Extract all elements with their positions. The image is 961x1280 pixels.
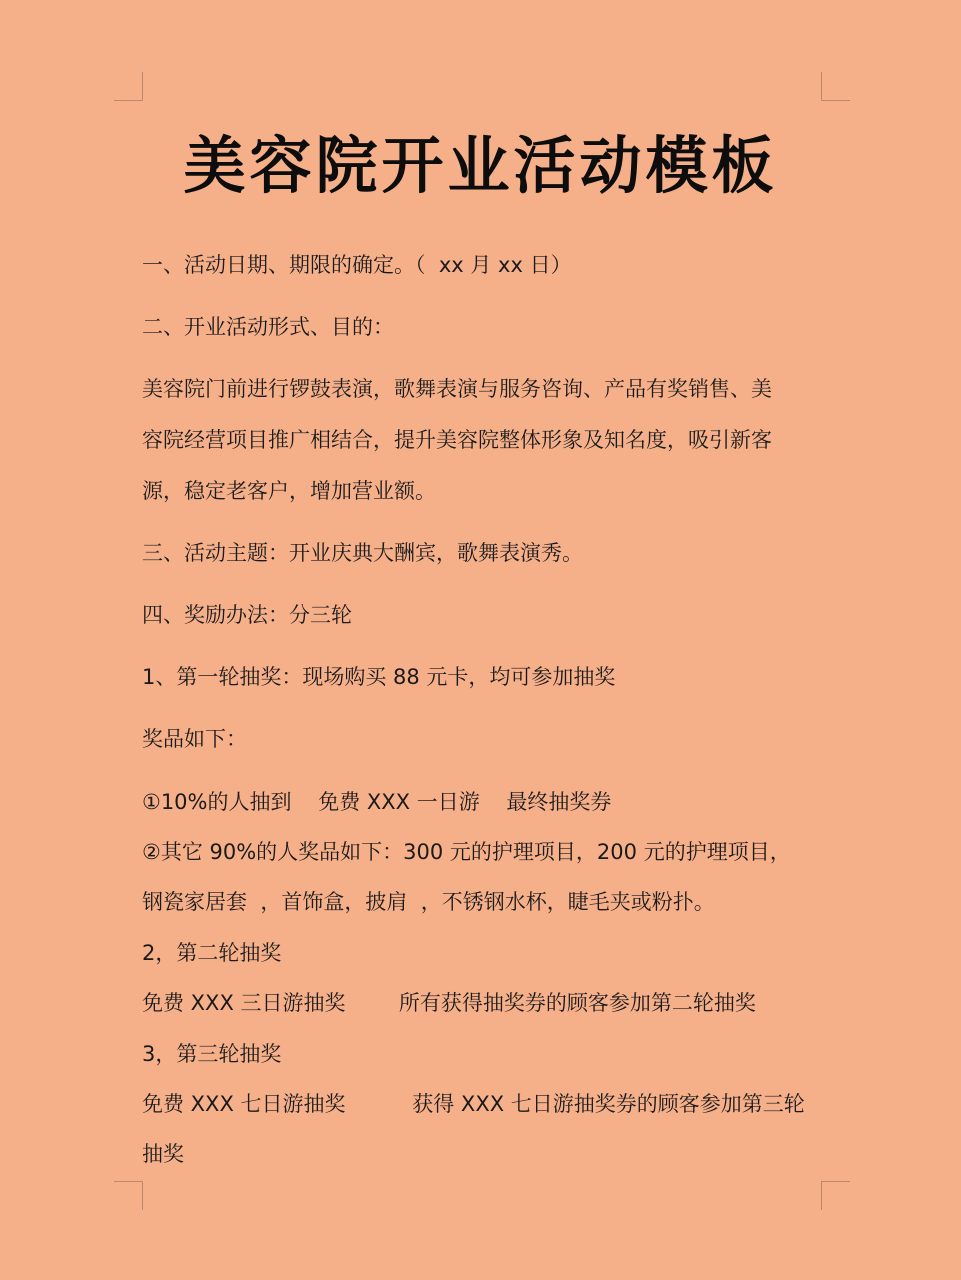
paragraph-line: 源，稳定老客户，增加营业额。 [142, 479, 436, 503]
prize-item-1: ①10%的人抽到 免费 XXX 一日游 最终抽奖券 [142, 790, 612, 814]
section-3-theme: 三、活动主题：开业庆典大酬宾，歌舞表演秀。 [142, 541, 583, 565]
section-1-date: 一、活动日期、期限的确定。（ xx 月 xx 日） [142, 253, 572, 277]
corner-mark-bottom-left [114, 1181, 143, 1210]
paragraph-line: 容院经营项目推广相结合，提升美容院整体形象及知名度，吸引新客 [142, 428, 772, 452]
section-4-heading: 四、奖励办法：分三轮 [142, 603, 352, 627]
document-title: 美容院开业活动模板 [183, 129, 778, 202]
corner-mark-top-left [114, 72, 143, 101]
prizes-heading: 奖品如下： [142, 727, 247, 751]
round-2-heading: 2，第二轮抽奖 [142, 941, 282, 965]
round-2-detail: 免费 XXX 三日游抽奖 所有获得抽奖券的顾客参加第二轮抽奖 [142, 991, 756, 1015]
round-1-heading: 1、第一轮抽奖：现场购买 88 元卡，均可参加抽奖 [142, 665, 616, 689]
prize-item-2: ②其它 90%的人奖品如下：300 元的护理项目，200 元的护理项目， [142, 840, 791, 864]
corner-mark-top-right [821, 72, 850, 101]
corner-mark-bottom-right [821, 1181, 850, 1210]
paragraph-line: 美容院门前进行锣鼓表演，歌舞表演与服务咨询、产品有奖销售、美 [142, 377, 772, 401]
round-3-heading: 3，第三轮抽奖 [142, 1042, 282, 1066]
section-2-heading: 二、开业活动形式、目的： [142, 315, 394, 339]
round-3-detail: 免费 XXX 七日游抽奖 获得 XXX 七日游抽奖券的顾客参加第三轮 [142, 1092, 805, 1116]
prize-item-2-cont: 钢瓷家居套 ，首饰盒，披肩 ，不锈钢水杯，睫毛夹或粉扑。 [142, 890, 715, 914]
round-3-detail-cont: 抽奖 [142, 1142, 184, 1166]
